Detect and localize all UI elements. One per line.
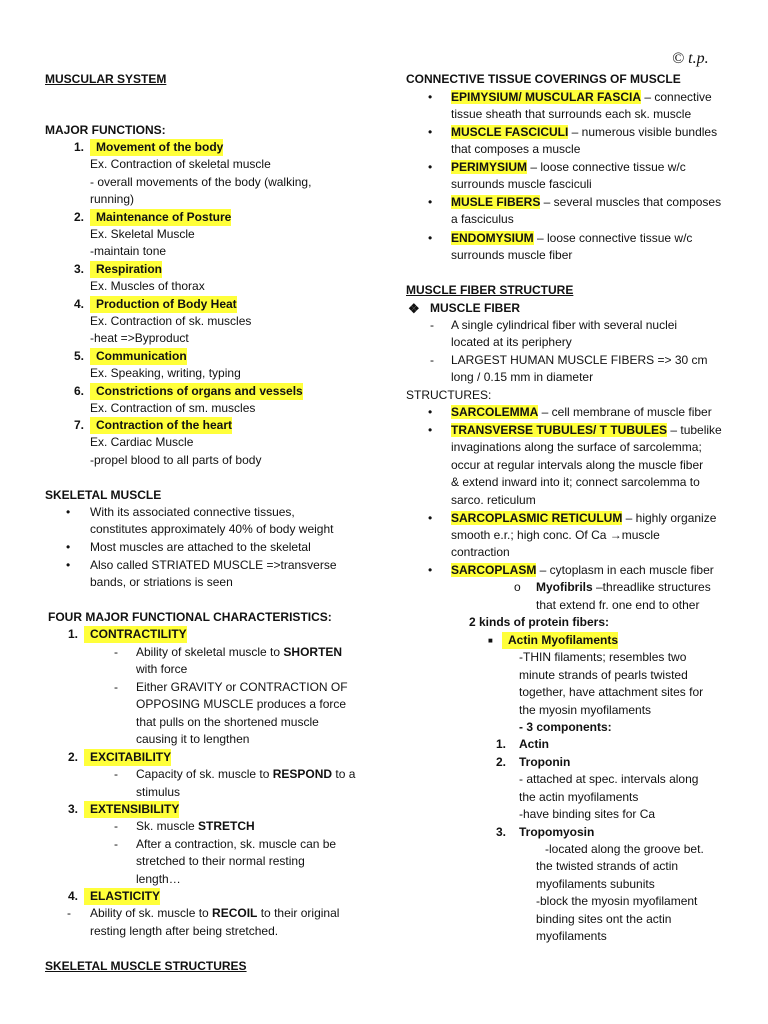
fiber-detail: located at its periphery [451, 335, 572, 349]
bullet-icon [66, 557, 70, 574]
bullet-text: Also called STRIATED MUSCLE =>transverse [90, 558, 337, 572]
function-detail: Ex. Contraction of sk. muscles [90, 314, 252, 328]
function-detail: -maintain tone [90, 244, 167, 258]
structure-detail: sarco. reticulum [451, 493, 536, 507]
component-detail: - attached at spec. intervals along [519, 772, 699, 786]
structure-detail: invaginations along the surface of sarcolemma; [451, 440, 702, 454]
function-detail: Ex. Cardiac Muscle [90, 435, 194, 449]
component-detail: -have binding sites for Ca [519, 807, 656, 821]
function-detail: Ex. Contraction of sm. muscles [90, 401, 256, 415]
bullet-icon [66, 504, 70, 521]
bullet-icon [428, 422, 432, 439]
characteristic-detail: Ability of sk. muscle to RECOIL to their original [90, 906, 340, 920]
component-number: 2. [496, 755, 507, 769]
muscle-fiber-subheading: MUSCLE FIBER [430, 301, 520, 315]
covering-detail: surrounds muscle fasciculi [451, 177, 592, 191]
dash-icon: - [114, 819, 118, 833]
characteristic-detail: stretched to their normal resting [136, 854, 305, 868]
function-label: Constrictions of organs and vessels [90, 383, 303, 400]
actin-detail: together, have attachment sites for [519, 685, 704, 699]
diamond-bullet-icon: ❖ [408, 301, 420, 316]
covering-item: PERIMYSIUM – loose connective tissue w/c [451, 160, 686, 174]
bullet-icon [428, 510, 432, 527]
covering-detail: tissue sheath that surrounds each sk. muscle [451, 107, 692, 121]
covering-item: MUSCLE FASCICULI – numerous visible bundles [451, 125, 718, 139]
function-label: Contraction of the heart [90, 417, 232, 434]
function-detail: -heat =>Byproduct [90, 331, 189, 345]
function-label: Communication [90, 348, 187, 365]
function-number: 6. [74, 384, 85, 398]
component-label: Troponin [519, 755, 571, 769]
function-number: 7. [74, 418, 85, 432]
protein-fibers-label: 2 kinds of protein fibers: [469, 615, 610, 629]
bullet-text: constitutes approximately 40% of body weight [90, 522, 334, 536]
structure-detail: occur at regular intervals along the muscle fiber [451, 458, 704, 472]
structure-item: TRANSVERSE TUBULES/ T TUBULES – tubelike [451, 423, 722, 437]
bullet-icon [428, 230, 432, 247]
dash-icon: - [430, 353, 434, 367]
characteristic-detail: stimulus [136, 785, 181, 799]
myofibrils-detail: that extend fr. one end to other [536, 598, 700, 612]
covering-item: ENDOMYSIUM – loose connective tissue w/c [451, 231, 693, 245]
bullet-icon [428, 124, 432, 141]
characteristic-detail: Sk. muscle STRETCH [136, 819, 255, 833]
characteristic-detail: OPPOSING MUSCLE produces a force [136, 697, 347, 711]
characteristic-label: ELASTICITY [84, 888, 160, 905]
function-detail: -propel blood to all parts of body [90, 453, 262, 467]
bullet-icon [428, 562, 432, 579]
characteristic-detail: causing it to lengthen [136, 732, 250, 746]
bullet-text: With its associated connective tissues, [90, 505, 295, 519]
function-label: Respiration [90, 261, 162, 278]
bullet-text: Most muscles are attached to the skeletal [90, 540, 311, 554]
major-functions-heading: MAJOR FUNCTIONS: [45, 123, 166, 137]
characteristic-label: EXCITABILITY [84, 749, 171, 766]
bullet-icon [428, 89, 432, 106]
characteristic-detail: with force [136, 662, 188, 676]
structure-item: SARCOPLASMIC RETICULUM – highly organize [451, 511, 717, 525]
actin-detail: - 3 components: [519, 720, 612, 734]
square-bullet-icon: ■ [488, 636, 493, 645]
component-detail: the twisted strands of actin [536, 859, 679, 873]
characteristic-number: 4. [68, 889, 79, 903]
characteristic-detail: that pulls on the shortened muscle [136, 715, 319, 729]
bullet-text: bands, or striations is seen [90, 575, 233, 589]
fiber-detail: long / 0.15 mm in diameter [451, 370, 594, 384]
function-number: 5. [74, 349, 85, 363]
fiber-detail: LARGEST HUMAN MUSCLE FIBERS => 30 cm [451, 353, 708, 367]
covering-item: EPIMYSIUM/ MUSCULAR FASCIA – connective [451, 90, 712, 104]
characteristic-label: CONTRACTILITY [84, 626, 187, 643]
structure-detail: smooth e.r.; high conc. Of Ca →muscle [451, 528, 660, 542]
function-detail: running) [90, 192, 135, 206]
component-detail: -located along the groove bet. [545, 842, 704, 856]
covering-detail: surrounds muscle fiber [451, 248, 573, 262]
function-number: 1. [74, 140, 85, 154]
actin-detail: -THIN filaments; resembles two [519, 650, 687, 664]
covering-detail: that composes a muscle [451, 142, 581, 156]
component-number: 1. [496, 737, 507, 751]
bullet-icon [428, 404, 432, 421]
component-detail: binding sites ont the actin [536, 912, 672, 926]
characteristic-detail: Either GRAVITY or CONTRACTION OF [136, 680, 348, 694]
skeletal-structures-heading: SKELETAL MUSCLE STRUCTURES [45, 959, 247, 973]
covering-item: MUSLE FIBERS – several muscles that composes [451, 195, 722, 209]
page-title: MUSCULAR SYSTEM [45, 72, 167, 86]
function-number: 3. [74, 262, 85, 276]
function-detail: Ex. Muscles of thorax [90, 279, 205, 293]
characteristic-number: 1. [68, 627, 79, 641]
actin-detail: minute strands of pearls twisted [519, 668, 688, 682]
bullet-icon [428, 194, 432, 211]
characteristics-heading: FOUR MAJOR FUNCTIONAL CHARACTERISTICS: [48, 610, 332, 624]
function-number: 4. [74, 297, 85, 311]
characteristic-detail: length… [136, 872, 181, 886]
characteristic-label: EXTENSIBILITY [84, 801, 179, 818]
structure-detail: & extend inward into it; connect sarcolemma to [451, 475, 700, 489]
covering-detail: a fasciculus [451, 212, 514, 226]
copyright-mark: © t.p. [672, 50, 709, 67]
function-label: Movement of the body [90, 139, 223, 156]
circle-bullet-icon: o [514, 580, 521, 594]
fiber-structure-heading: MUSCLE FIBER STRUCTURE [406, 283, 574, 297]
characteristic-detail: resting length after being stretched. [90, 924, 279, 938]
dash-icon: - [430, 318, 434, 332]
dash-icon: - [67, 906, 71, 920]
characteristic-detail: Capacity of sk. muscle to RESPOND to a [136, 767, 356, 781]
actin-detail: the myosin myofilaments [519, 703, 652, 717]
bullet-icon [428, 159, 432, 176]
skeletal-muscle-heading: SKELETAL MUSCLE [45, 488, 162, 502]
dash-icon: - [114, 680, 118, 694]
characteristic-number: 2. [68, 750, 79, 764]
function-number: 2. [74, 210, 85, 224]
component-detail: myofilaments subunits [536, 877, 655, 891]
dash-icon: - [114, 837, 118, 851]
characteristic-number: 3. [68, 802, 79, 816]
structure-item: SARCOPLASM – cytoplasm in each muscle fiber [451, 563, 714, 577]
function-detail: Ex. Contraction of skeletal muscle [90, 157, 271, 171]
structures-label: STRUCTURES: [406, 388, 492, 402]
actin-myofilaments-label: Actin Myofilaments [502, 632, 618, 649]
component-label: Tropomyosin [519, 825, 595, 839]
component-label: Actin [519, 737, 549, 751]
function-label: Production of Body Heat [90, 296, 237, 313]
function-detail: - overall movements of the body (walking, [90, 175, 312, 189]
connective-heading: CONNECTIVE TISSUE COVERINGS OF MUSCLE [406, 72, 681, 86]
component-detail: -block the myosin myofilament [536, 894, 698, 908]
fiber-detail: A single cylindrical fiber with several nuclei [451, 318, 678, 332]
function-detail: Ex. Skeletal Muscle [90, 227, 195, 241]
characteristic-detail: Ability of skeletal muscle to SHORTEN [136, 645, 343, 659]
component-detail: the actin myofilaments [519, 790, 639, 804]
structure-detail: contraction [451, 545, 510, 559]
bullet-icon [66, 539, 70, 556]
component-number: 3. [496, 825, 507, 839]
myofibrils-item: Myofibrils –threadlike structures [536, 580, 711, 594]
dash-icon: - [114, 645, 118, 659]
component-detail: myofilaments [536, 929, 607, 943]
characteristic-detail: After a contraction, sk. muscle can be [136, 837, 337, 851]
function-detail: Ex. Speaking, writing, typing [90, 366, 241, 380]
dash-icon: - [114, 767, 118, 781]
structure-item: SARCOLEMMA – cell membrane of muscle fiber [451, 405, 712, 419]
function-label: Maintenance of Posture [90, 209, 231, 226]
